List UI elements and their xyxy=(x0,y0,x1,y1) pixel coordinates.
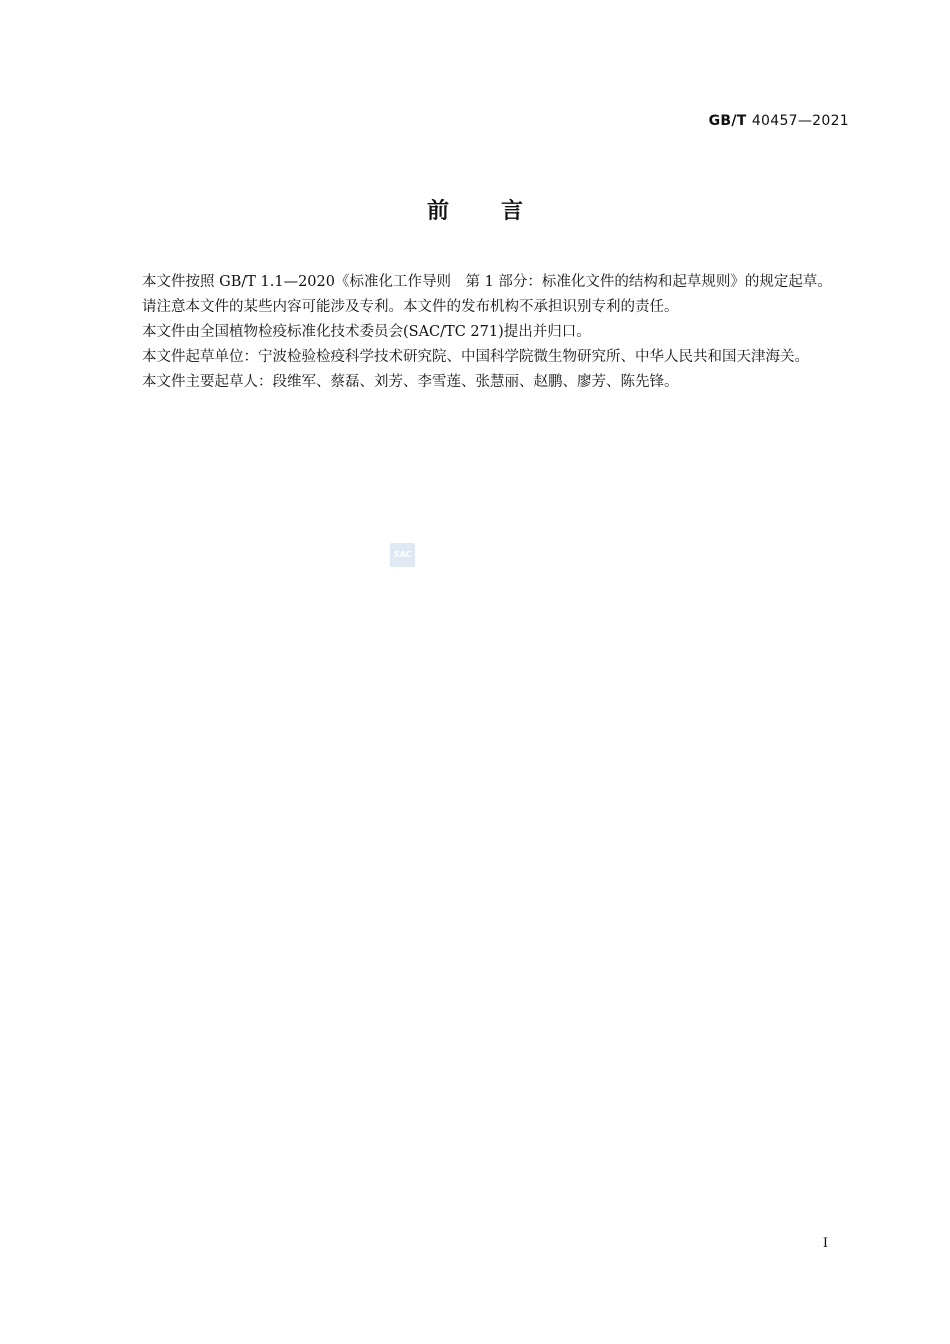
paragraph-drafting-rules: 本文件按照 GB/T 1.1—2020《标准化工作导则 第 1 部分：标准化文件的结构和起草规则》的规定起草。 xyxy=(142,274,832,290)
sac-watermark-logo: SAC xyxy=(390,543,415,567)
paragraph-proposer: 本文件由全国植物检疫标准化技术委员会(SAC/TC 271)提出并归口。 xyxy=(142,324,591,340)
paragraph-drafting-units: 本文件起草单位：宁波检验检疫科学技术研究院、中国科学院微生物研究所、中华人民共和国天津海关。 xyxy=(142,349,809,365)
standard-code xyxy=(709,113,849,129)
standard-prefix: GB/T xyxy=(708,113,747,129)
paragraph-patent-notice: 请注意本文件的某些内容可能涉及专利。本文件的发布机构不承担识别专利的责任。 xyxy=(142,299,679,315)
paragraph-drafters: 本文件主要起草人：段维军、蔡磊、刘芳、李雪莲、张慧丽、赵鹏、廖芳、陈先锋。 xyxy=(142,374,679,390)
page-title: 前言 xyxy=(426,199,575,224)
page-number: I xyxy=(822,1236,828,1251)
standard-number: 40457—2021 xyxy=(751,113,849,129)
foreword-body xyxy=(113,270,849,395)
